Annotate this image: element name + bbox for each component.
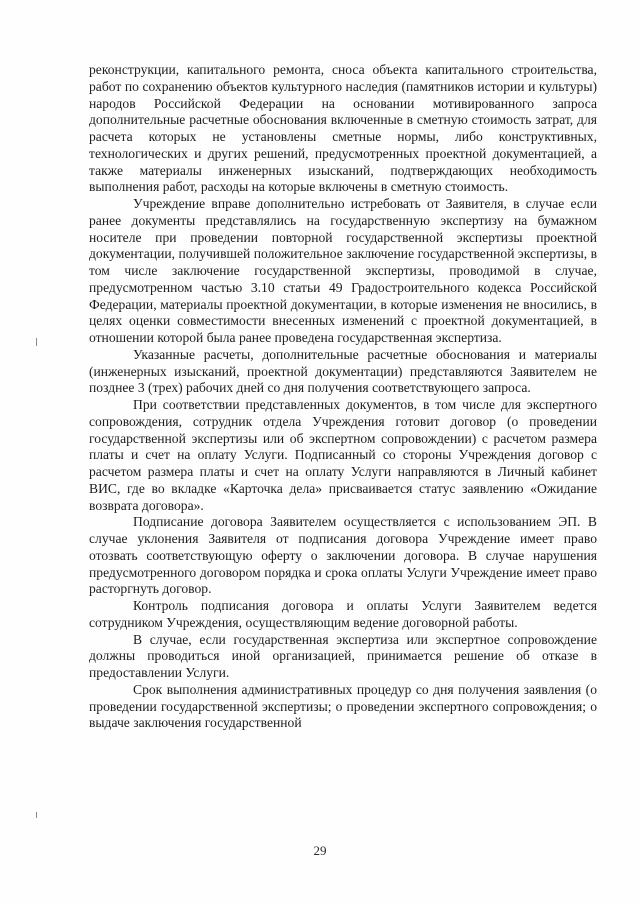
paragraph: реконструкции, капитального ремонта, сноса объекта капитального строительства, работ по сохранению объектов культурного наследия (памятников истории и культуры) народов Российской Федерации на основании мотивированного запроса дополнительные расчетные обоснования включенные в сметную стоимость затрат, для расчета которых не установлены сметные нормы, либо конструктивных, технологических и других решений, предусмотренных проектной документацией, а также материалы инженерных изысканий, подтверждающих необходимость выполнения работ, расходы на которые включены в сметную стоимость.	[89, 62, 597, 195]
paragraph: В случае, если государственная экспертиза или экспертное сопровождение должны проводиться иной организацией, принимается решение об отказе в предоставлении Услуги.	[89, 631, 597, 680]
scan-margin-mark	[36, 812, 37, 818]
paragraph: Подписание договора Заявителем осуществляется с использованием ЭП. В случае уклонения Заявителя от подписания договора Учреждение имеет право отозвать соответствующую оферту о заключении договора. В случае нарушения предусмотренного договором порядка и срока оплаты Услуги Учреждение имеет право расторгнуть договор.	[89, 514, 597, 597]
paragraph: При соответствии представленных документов, в том числе для экспертного сопровождения, сотрудник отдела Учреждения готовит договор (о проведении государственной экспертизы или об экспертном сопровождении) с расчетом размера платы и счет на оплату Услуги. Подписанный со стороны Учреждения договор с расчетом размера платы и счет на оплату Услуги направляются в Личный кабинет ВИС, где во вкладке «Карточка дела» присваивается статус заявлению «Ожидание возврата договора».	[89, 397, 597, 513]
paragraph: Указанные расчеты, дополнительные расчетные обоснования и материалы (инженерных изысканий, проектной документации) представляются Заявителем не позднее 3 (трех) рабочих дней со дня получения соответствующего запроса.	[89, 346, 597, 396]
paragraph: Срок выполнения административных процедур со дня получения заявления (о проведении государственной экспертизы; о проведении экспертного сопровождения; о выдаче заключения государственной	[89, 681, 597, 731]
paragraph: Учреждение вправе дополнительно истребовать от Заявителя, в случае если ранее документы представлялись на государственную экспертизу на бумажном носителе при проведении повторной государственной экспертизы проектной документации, получившей положительное заключение государственной экспертизы, в том числе заключение государственной экспертизы, проводимой в случае, предусмотренном частью 3.10 статьи 49 Градостроительного кодекса Российской Федерации, материалы проектной документации, в которые изменения не вносились, в целях оценки совместимости внесенных изменений с проектной документацией, в отношении которой была ранее проведена государственная экспертиза.	[89, 196, 597, 345]
page-number: 29	[313, 843, 327, 858]
paragraph: Контроль подписания договора и оплаты Услуги Заявителем ведется сотрудником Учреждения, осуществляющим ведение договорной работы.	[89, 598, 597, 630]
scan-margin-mark	[36, 338, 37, 346]
body-text	[89, 62, 597, 732]
